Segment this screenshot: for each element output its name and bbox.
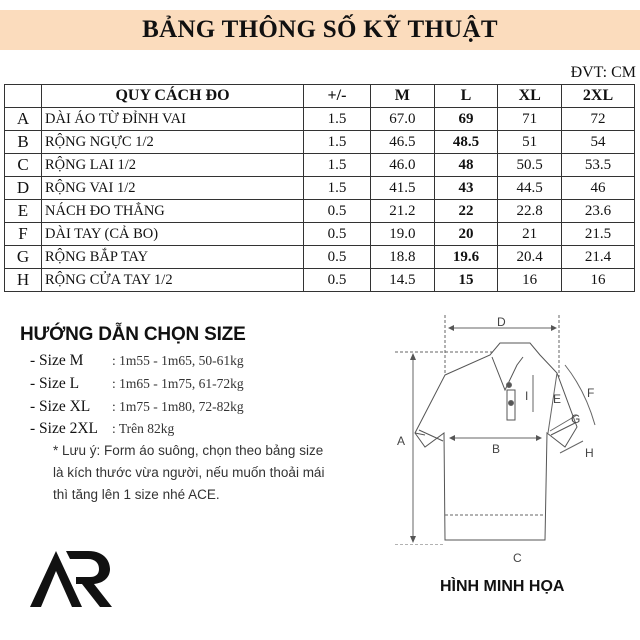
cell-m: 41.5 <box>371 177 435 200</box>
table-row <box>5 223 635 246</box>
cell-l: 19.6 <box>434 246 498 269</box>
cell-xl: 50.5 <box>498 154 562 177</box>
size-value: : 1m65 - 1m75, 61-72kg <box>112 376 244 391</box>
cell-m: 46.5 <box>371 131 435 154</box>
table-row <box>5 246 635 269</box>
cell-2xl: 53.5 <box>562 154 635 177</box>
row-tolerance: 0.5 <box>304 269 371 292</box>
size-guide-item-l <box>30 375 244 393</box>
spec-table <box>4 84 635 292</box>
brand-logo <box>26 543 126 611</box>
cell-2xl: 16 <box>562 269 635 292</box>
cell-m: 46.0 <box>371 154 435 177</box>
row-tolerance: 0.5 <box>304 246 371 269</box>
cell-m: 21.2 <box>371 200 435 223</box>
page-title: BẢNG THÔNG SỐ KỸ THUẬT <box>142 16 498 43</box>
cell-xl: 20.4 <box>498 246 562 269</box>
row-desc: RỘNG CỬA TAY 1/2 <box>42 269 304 292</box>
cell-l: 20 <box>434 223 498 246</box>
row-code: H <box>5 269 42 292</box>
row-tolerance: 1.5 <box>304 108 371 131</box>
dim-label-g: G <box>571 412 581 426</box>
row-code: E <box>5 200 42 223</box>
cell-xl: 22.8 <box>498 200 562 223</box>
size-guide <box>20 324 246 346</box>
row-code: A <box>5 108 42 131</box>
header-size-2xl: 2XL <box>562 85 635 108</box>
row-tolerance: 1.5 <box>304 154 371 177</box>
cell-2xl: 21.5 <box>562 223 635 246</box>
size-value: : Trên 82kg <box>112 421 175 436</box>
cell-xl: 44.5 <box>498 177 562 200</box>
cell-l: 48 <box>434 154 498 177</box>
header-size-xl: XL <box>498 85 562 108</box>
cell-2xl: 21.4 <box>562 246 635 269</box>
table-row <box>5 131 635 154</box>
cell-m: 19.0 <box>371 223 435 246</box>
cell-xl: 71 <box>498 108 562 131</box>
row-desc: RỘNG BẮP TAY <box>42 246 304 269</box>
size-label: - Size L <box>30 375 80 392</box>
dim-label-c: C <box>513 551 522 565</box>
note-line: thì tăng lên 1 size nhé ACE. <box>53 487 220 502</box>
cell-2xl: 54 <box>562 131 635 154</box>
table-row <box>5 200 635 223</box>
dim-label-h: H <box>585 446 594 460</box>
size-guide-heading: HƯỚNG DẪN CHỌN SIZE <box>20 324 246 345</box>
header-code <box>5 85 42 108</box>
row-tolerance: 1.5 <box>304 131 371 154</box>
ar-logo-icon <box>26 543 126 611</box>
row-code: C <box>5 154 42 177</box>
cell-2xl: 72 <box>562 108 635 131</box>
row-tolerance: 1.5 <box>304 177 371 200</box>
size-label: - Size M <box>30 352 84 369</box>
unit-label: ĐVT: CM <box>570 64 636 81</box>
table-row <box>5 108 635 131</box>
note-line: * Lưu ý: Form áo suông, chọn theo bảng size <box>53 443 324 458</box>
cell-m: 18.8 <box>371 246 435 269</box>
cell-m: 67.0 <box>371 108 435 131</box>
row-code: B <box>5 131 42 154</box>
shirt-diagram <box>395 315 640 545</box>
polo-shirt-illustration-icon <box>395 315 640 545</box>
size-value: : 1m55 - 1m65, 50-61kg <box>112 353 244 368</box>
dim-label-d: D <box>497 315 506 329</box>
size-guide-item-m <box>30 352 244 370</box>
header-size-m: M <box>371 85 435 108</box>
note-line: là kích thước vừa người, nếu muốn thoải mái <box>53 465 325 480</box>
dim-label-a: A <box>397 434 406 448</box>
row-code: F <box>5 223 42 246</box>
row-desc: RỘNG LAI 1/2 <box>42 154 304 177</box>
row-code: D <box>5 177 42 200</box>
table-row <box>5 177 635 200</box>
figure-caption: HÌNH MINH HỌA <box>440 578 565 595</box>
row-tolerance: 0.5 <box>304 223 371 246</box>
dim-label-f: F <box>587 386 595 400</box>
size-guide-item-xl <box>30 398 244 416</box>
cell-m: 14.5 <box>371 269 435 292</box>
cell-2xl: 23.6 <box>562 200 635 223</box>
size-label: - Size 2XL <box>30 420 99 437</box>
dim-label-e: E <box>553 392 562 406</box>
row-desc: NÁCH ĐO THẲNG <box>42 200 304 223</box>
cell-l: 15 <box>434 269 498 292</box>
cell-l: 22 <box>434 200 498 223</box>
size-label: - Size XL <box>30 398 91 415</box>
row-code: G <box>5 246 42 269</box>
row-desc: DÀI ÁO TỪ ĐỈNH VAI <box>42 108 304 131</box>
size-note <box>53 440 393 506</box>
cell-xl: 16 <box>498 269 562 292</box>
size-guide-item-2xl <box>30 420 174 438</box>
cell-xl: 21 <box>498 223 562 246</box>
cell-xl: 51 <box>498 131 562 154</box>
cell-2xl: 46 <box>562 177 635 200</box>
table-row <box>5 154 635 177</box>
size-value: : 1m75 - 1m80, 72-82kg <box>112 399 244 414</box>
header-tolerance: +/- <box>304 85 371 108</box>
dim-label-b: B <box>492 442 501 456</box>
cell-l: 48.5 <box>434 131 498 154</box>
row-desc: DÀI TAY (CẢ BO) <box>42 223 304 246</box>
cell-l: 43 <box>434 177 498 200</box>
dim-label-i: I <box>525 389 529 403</box>
header-measurement: QUY CÁCH ĐO <box>42 85 304 108</box>
row-desc: RỘNG NGỰC 1/2 <box>42 131 304 154</box>
header-size-l: L <box>434 85 498 108</box>
row-tolerance: 0.5 <box>304 200 371 223</box>
cell-l: 69 <box>434 108 498 131</box>
table-row <box>5 269 635 292</box>
title-banner <box>0 10 640 50</box>
table-header-row <box>5 85 635 108</box>
row-desc: RỘNG VAI 1/2 <box>42 177 304 200</box>
